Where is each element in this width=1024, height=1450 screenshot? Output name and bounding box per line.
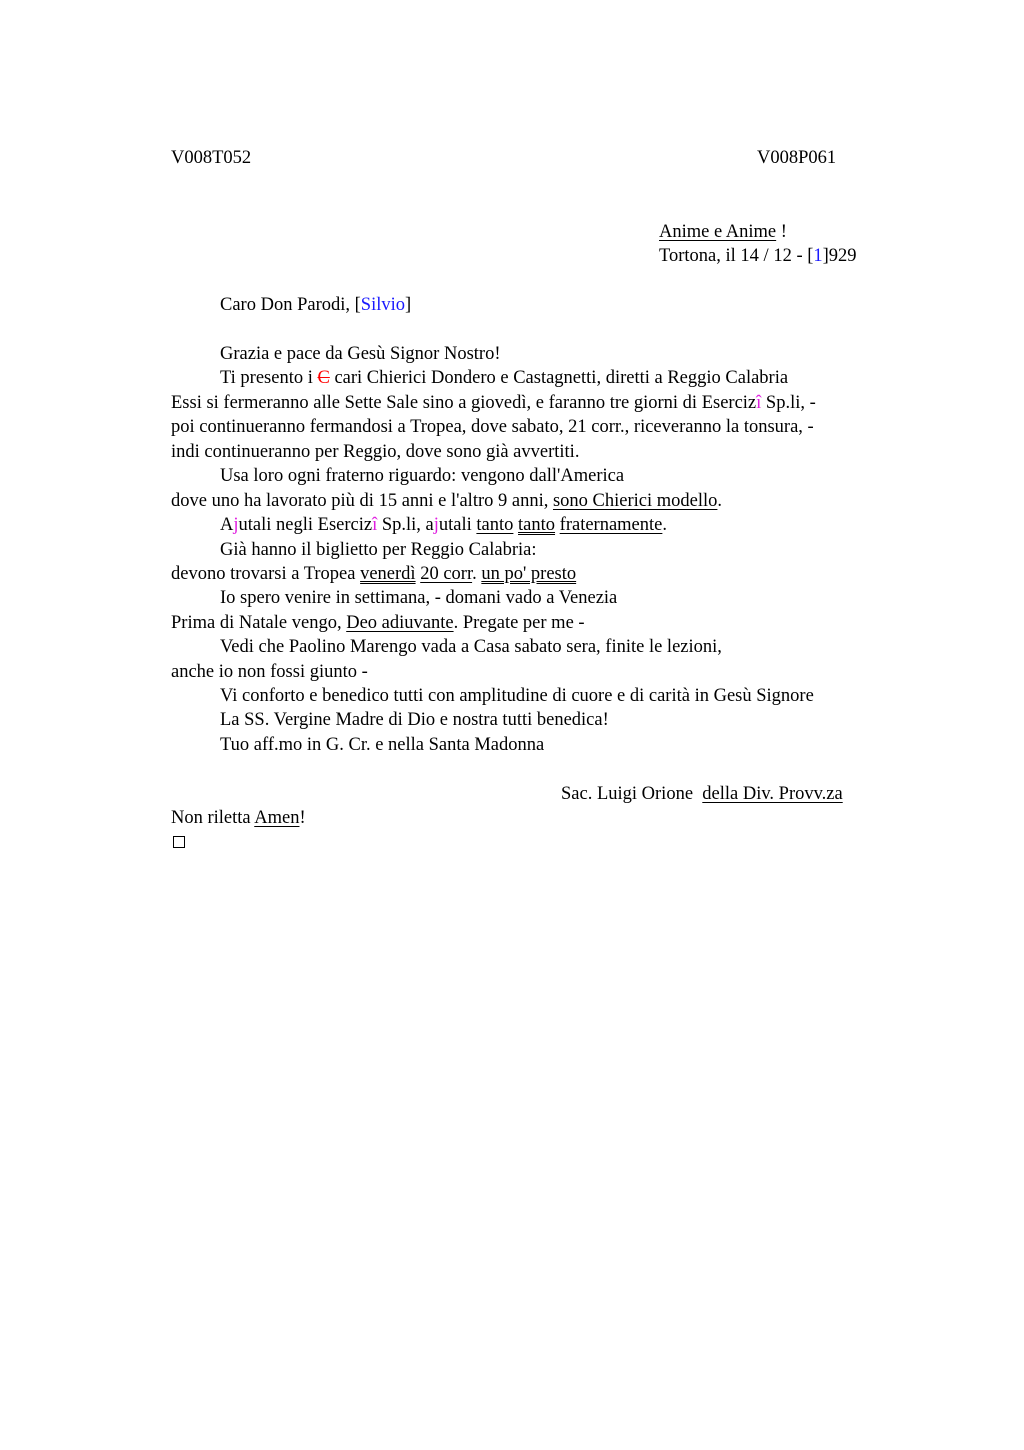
- double-underlined-word: tanto: [518, 515, 556, 535]
- motto: [659, 220, 787, 244]
- line-7-part-b: .: [717, 491, 723, 511]
- postscript-prefix: Non riletta: [171, 808, 255, 828]
- dateline-editorial: 1: [813, 246, 823, 266]
- postscript: [171, 806, 306, 830]
- line-8-part-a: A: [220, 515, 234, 535]
- line-8-part-d: utali: [438, 515, 477, 535]
- letter-line-12: [171, 611, 585, 635]
- archive-code-left: V008T052: [171, 148, 252, 168]
- underlined-phrase: Deo adiuvante: [346, 613, 454, 633]
- postscript-suffix: !: [299, 808, 306, 828]
- empty-square-symbol: [173, 836, 185, 848]
- letter-line-3: [171, 391, 816, 415]
- signature: [561, 782, 843, 806]
- salutation-suffix: ]: [405, 295, 412, 315]
- line-8-part-c: Sp.li, a: [377, 515, 434, 535]
- line-10-part-a: devono trovarsi a Tropea: [171, 564, 361, 584]
- motto-suffix: !: [776, 222, 787, 242]
- letter-line-16: La SS. Vergine Madre di Dio e nostra tutti benedica!: [220, 710, 609, 730]
- line-10-part-b: .: [472, 564, 482, 584]
- letter-line-2: [220, 366, 788, 390]
- letter-line-14: anche io non fossi giunto -: [171, 662, 368, 682]
- letter-line-1: Grazia e pace da Gesù Signor Nostro!: [220, 344, 501, 364]
- letter-line-9: Già hanno il biglietto per Reggio Calabria:: [220, 540, 537, 560]
- line-7-part-a: dove uno ha lavorato più di 15 anni e l'altro 9 anni,: [171, 491, 553, 511]
- underlined-word: fraternamente: [559, 515, 663, 535]
- letter-line-15: Vi conforto e benedico tutti con amplitudine di cuore e di carità in Gesù Signore: [220, 686, 814, 706]
- double-underlined-phrase: un po' presto: [481, 564, 577, 584]
- line-12-part-a: Prima di Natale vengo,: [171, 613, 347, 633]
- struck-correction: C: [317, 368, 330, 388]
- archive-code-right: V008P061: [757, 148, 837, 168]
- correction-mark: j: [233, 515, 239, 535]
- double-underlined-word: venerdì: [360, 564, 416, 584]
- line-12-part-b: . Pregate per me -: [453, 613, 585, 633]
- letter-line-8: [220, 513, 667, 537]
- letter-line-17: Tuo aff.mo in G. Cr. e nella Santa Madonna: [220, 735, 545, 755]
- dateline-suffix: ]929: [822, 246, 857, 266]
- line-2-part-b: cari Chierici Dondero e Castagnetti, diretti a Reggio Calabria: [329, 368, 789, 388]
- line-8-part-b: utali negli Eserciz: [238, 515, 373, 535]
- underlined-word: 20 corr: [420, 564, 473, 584]
- dateline-prefix: Tortona, il 14 / 12 - [: [659, 246, 814, 266]
- motto-text: Anime e Anime: [659, 222, 777, 242]
- letter-line-6: Usa loro ogni fraterno riguardo: vengono dall'America: [220, 466, 625, 486]
- line-3-part-b: Sp.li, -: [761, 393, 816, 413]
- correction-mark: j: [433, 515, 439, 535]
- letter-line-13: Vedi che Paolino Marengo vada a Casa sabato sera, finite le lezioni,: [220, 637, 722, 657]
- letter-line-4: poi continueranno fermandosi a Tropea, dove sabato, 21 corr., riceveranno la tonsura, -: [171, 417, 814, 437]
- dateline: [659, 244, 857, 268]
- underlined-word: tanto: [476, 515, 514, 535]
- letter-line-10: [171, 562, 576, 586]
- underlined-phrase: sono Chierici modello: [552, 491, 718, 511]
- signature-name: Sac. Luigi Orione: [561, 784, 703, 804]
- postscript-underlined: Amen: [254, 808, 300, 828]
- line-2-part-a: Ti presento i: [220, 368, 318, 388]
- letter-line-11: Io spero venire in settimana, - domani vado a Venezia: [220, 588, 618, 608]
- letter-line-5: indi continueranno per Reggio, dove sono già avvertiti.: [171, 442, 580, 462]
- correction-mark: î: [372, 515, 378, 535]
- line-3-part-a: Essi si fermeranno alle Sette Sale sino a giovedì, e faranno tre giorni di Eserciz: [171, 393, 757, 413]
- letter-line-7: [171, 489, 722, 513]
- signature-title: della Div. Provv.za: [702, 784, 843, 804]
- line-8-part-e: .: [662, 515, 667, 535]
- correction-mark: î: [756, 393, 762, 413]
- salutation-name: Silvio: [360, 295, 406, 315]
- salutation: [220, 293, 411, 317]
- salutation-prefix: Caro Don Parodi, [: [220, 295, 361, 315]
